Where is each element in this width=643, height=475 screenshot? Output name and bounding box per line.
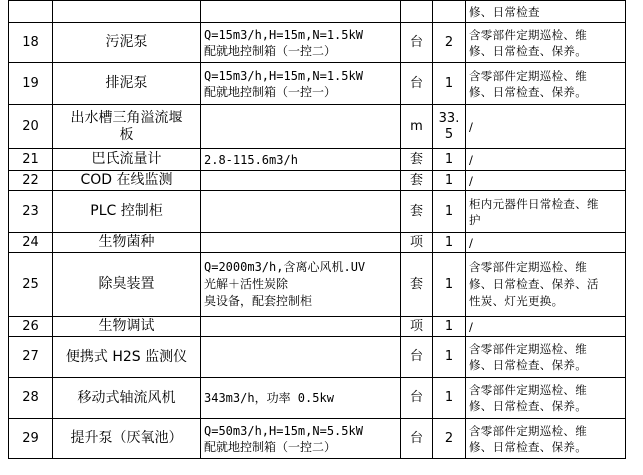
table-row <box>9 317 626 337</box>
item-name <box>53 1 201 23</box>
table-row <box>9 63 626 105</box>
item-note: 修、日常检查 <box>466 1 626 23</box>
row-number: 25 <box>9 253 53 317</box>
item-note: / <box>466 233 626 253</box>
row-number: 20 <box>9 105 53 149</box>
row-number: 18 <box>9 23 53 63</box>
item-spec <box>201 171 401 191</box>
item-spec <box>201 191 401 233</box>
item-spec <box>201 105 401 149</box>
table-row <box>9 378 626 419</box>
equipment-table-body <box>9 1 626 459</box>
item-name: 便携式 H2S 监测仪 <box>53 337 201 378</box>
item-note: 含零部件定期巡检、维 修、日常检查、保养。 <box>466 23 626 63</box>
item-spec <box>201 337 401 378</box>
item-name: 生物菌种 <box>53 233 201 253</box>
item-unit: 套 <box>401 149 433 171</box>
row-number: 22 <box>9 171 53 191</box>
item-name: 污泥泵 <box>53 23 201 63</box>
item-name: 出水槽三角溢流堰 板 <box>53 105 201 149</box>
item-unit: 台 <box>401 23 433 63</box>
table-row <box>9 191 626 233</box>
item-qty: 2 <box>433 419 466 459</box>
row-number: 24 <box>9 233 53 253</box>
table-row <box>9 105 626 149</box>
item-spec <box>201 233 401 253</box>
item-name: COD 在线监测 <box>53 171 201 191</box>
row-number: 19 <box>9 63 53 105</box>
item-qty: 1 <box>433 337 466 378</box>
table-row <box>9 337 626 378</box>
item-note: 含零部件定期巡检、维 修、日常检查、保养。 <box>466 419 626 459</box>
item-name: 提升泵（厌氧池） <box>53 419 201 459</box>
table-row <box>9 171 626 191</box>
item-note: 含零部件定期巡检、维 修、日常检查、保养。 <box>466 337 626 378</box>
item-spec: 2.8-115.6m3/h <box>201 149 401 171</box>
item-spec: 343m3/h，功率 0.5kw <box>201 378 401 419</box>
item-note: 含零部件定期巡检、维 修、日常检查、保养、活 性炭、灯光更换。 <box>466 253 626 317</box>
row-number: 26 <box>9 317 53 337</box>
item-spec <box>201 317 401 337</box>
item-unit: 套 <box>401 191 433 233</box>
item-note: / <box>466 171 626 191</box>
item-unit: 项 <box>401 317 433 337</box>
item-qty: 1 <box>433 317 466 337</box>
item-spec: Q=15m3/h,H=15m,N=1.5kW 配就地控制箱（一控一） <box>201 63 401 105</box>
item-spec: Q=15m3/h,H=15m,N=1.5kW 配就地控制箱（一控二） <box>201 23 401 63</box>
item-note: 含零部件定期巡检、维 修、日常检查、保养。 <box>466 63 626 105</box>
row-number: 23 <box>9 191 53 233</box>
table-row <box>9 253 626 317</box>
item-qty: 1 <box>433 63 466 105</box>
item-unit <box>401 1 433 23</box>
item-qty: 2 <box>433 23 466 63</box>
item-note: / <box>466 105 626 149</box>
item-unit: m <box>401 105 433 149</box>
row-number <box>9 1 53 23</box>
item-unit: 台 <box>401 63 433 105</box>
item-name: 排泥泵 <box>53 63 201 105</box>
row-number: 29 <box>9 419 53 459</box>
item-name: 生物调试 <box>53 317 201 337</box>
item-spec: Q=2000m3/h,含离心风机.UV 光解＋活性炭除 臭设备，配套控制柜 <box>201 253 401 317</box>
item-unit: 台 <box>401 378 433 419</box>
item-note: / <box>466 317 626 337</box>
item-qty: 1 <box>433 378 466 419</box>
table-row <box>9 1 626 23</box>
item-spec: Q=50m3/h,H=15m,N=5.5kW 配就地控制箱（一控二） <box>201 419 401 459</box>
item-name: PLC 控制柜 <box>53 191 201 233</box>
item-unit: 台 <box>401 419 433 459</box>
item-unit: 套 <box>401 253 433 317</box>
item-name: 除臭装置 <box>53 253 201 317</box>
table-row <box>9 233 626 253</box>
item-unit: 台 <box>401 337 433 378</box>
table-row <box>9 23 626 63</box>
item-spec <box>201 1 401 23</box>
item-note: 柜内元器件日常检查、维 护 <box>466 191 626 233</box>
table-row <box>9 419 626 459</box>
item-name: 移动式轴流风机 <box>53 378 201 419</box>
item-unit: 项 <box>401 233 433 253</box>
item-qty: 1 <box>433 191 466 233</box>
item-unit: 套 <box>401 171 433 191</box>
item-name: 巴氏流量计 <box>53 149 201 171</box>
row-number: 27 <box>9 337 53 378</box>
item-qty: 1 <box>433 233 466 253</box>
item-qty: 1 <box>433 149 466 171</box>
item-qty: 1 <box>433 253 466 317</box>
item-qty: 1 <box>433 171 466 191</box>
table-row <box>9 149 626 171</box>
item-note: / <box>466 149 626 171</box>
row-number: 28 <box>9 378 53 419</box>
row-number: 21 <box>9 149 53 171</box>
item-qty: 33. 5 <box>433 105 466 149</box>
item-note: 含零部件定期巡检、维 修、日常检查、保养。 <box>466 378 626 419</box>
equipment-table <box>8 0 626 459</box>
item-qty <box>433 1 466 23</box>
